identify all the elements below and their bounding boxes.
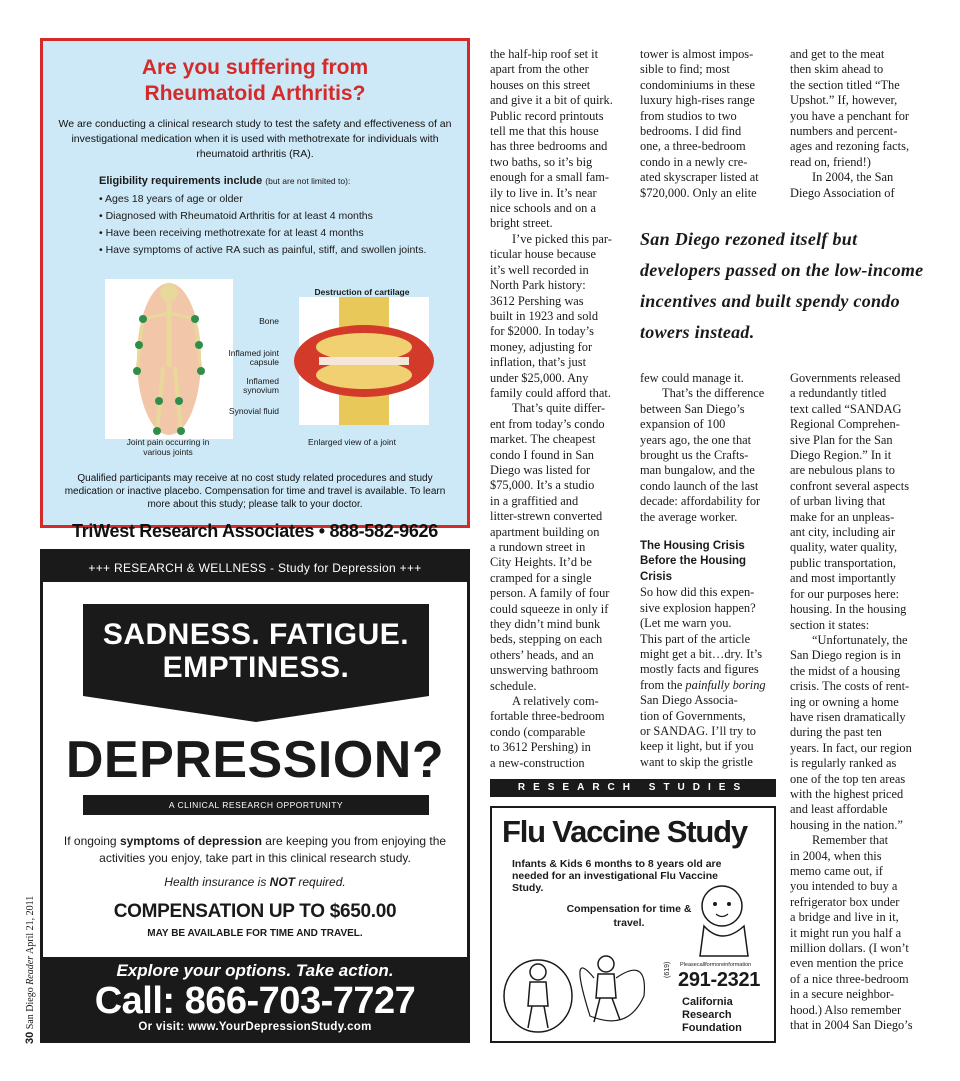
eligibility-item: • Have symptoms of active RA such as painful, stiff, and swollen joints. xyxy=(99,242,455,259)
article-line: nice schools and on a xyxy=(490,201,596,216)
article-line: a rundown street in xyxy=(490,540,586,554)
article-line: A relatively com- xyxy=(512,694,599,709)
article-line: one, a three-bedroom xyxy=(640,139,746,154)
article-line: of a nice three-bedroom xyxy=(790,971,909,986)
article-line: $720,000. Only an elite xyxy=(640,185,757,200)
article-line: hood.) Also remember xyxy=(790,1002,902,1017)
article-line: Upshot.” If, however, xyxy=(790,93,898,108)
article-line: memo came out, if xyxy=(790,864,883,878)
article-line: sive explosion happen? xyxy=(640,600,756,615)
article-line: and give it a bit of quirk. xyxy=(490,93,613,108)
article-line: for $2000. In today’s xyxy=(490,324,594,339)
article-line: housing in the nation.” xyxy=(790,817,903,832)
dep-top-bar: +++ RESEARCH & WELLNESS - Study for Depression +++ xyxy=(43,552,467,582)
article-line: condo (comparable xyxy=(490,724,586,739)
article-line: fortable three-bedroom xyxy=(490,709,605,724)
label-joint-capsule: Inflamed joint capsule xyxy=(228,348,279,367)
article-line: between San Diego’s xyxy=(640,401,745,416)
article-line: mostly facts and figures xyxy=(640,662,759,677)
article-line: has three bedrooms and xyxy=(490,139,608,154)
article-line: Diego Association of xyxy=(790,185,895,200)
article-line: apart from the other xyxy=(490,62,589,77)
article-line: houses on this street xyxy=(490,77,591,92)
article-line: in a graffitied and xyxy=(490,493,579,508)
ra-footer-text: Qualified participants may receive at no cost study related procedures and study medication or inactive placebo. Compensation for time and travel is available. To learn more about this study; please talk to your doctor. xyxy=(64,473,446,510)
article-line: cramped for a single xyxy=(490,570,592,585)
joint-caption: Enlarged view of a joint xyxy=(308,437,396,447)
pull-quote: San Diego rezoned itself but developers passed on the low-income incentives and built spendy condo towers instead. xyxy=(640,229,924,342)
article-column-2-bottom: few could manage it. That’s the difference between San Diego’s expansion of 100 years ago, the one that brought us the Crafts- man bungalow, and the condo launch of the last decade: affordability for the average worker. The Housing Crisis Before the Housing Crisis So how did this expen- sive explosion happen? (Let me warn you. This part of the article might get a bit…dry. It’s mostly facts and figures from the painfully boring San Diego Associa- tion of Governments, or SANDAG. I’ll try to keep it light, but if you want to skip the gristle xyxy=(640,371,780,770)
article-line: ticular house because xyxy=(490,247,596,262)
article-line: sible to find; most xyxy=(640,62,730,77)
article-line: years. In fact, our region xyxy=(790,740,912,755)
flu-area-code: (619) xyxy=(664,961,671,978)
dep-banner-arrow xyxy=(83,696,429,722)
label-synovium: Inflamed synovium xyxy=(243,376,279,395)
article-line: million dollars. (I won’t xyxy=(790,941,909,956)
article-line: it’s well recorded in xyxy=(490,262,589,277)
article-line: they didn’t mind bunk xyxy=(490,617,601,632)
subhead: The Housing Crisis xyxy=(640,540,745,553)
dep-banner-text: SADNESS. FATIGUE. EMPTINESS. xyxy=(102,618,410,684)
article-line: under $25,000. Any xyxy=(490,370,589,385)
article-line: inflation, that’s just xyxy=(490,355,587,370)
dep-compensation: COMPENSATION UP TO $650.00 xyxy=(113,901,397,922)
article-line: ant city, including air xyxy=(790,525,896,540)
article-line: with the highest priced xyxy=(790,786,904,801)
flu-subtitle: Infants & Kids 6 months to 8 years old are needed for an investigational Flu Vaccine Study. xyxy=(512,858,722,894)
article-line: and most importantly xyxy=(790,571,896,586)
dep-body-text: If ongoing symptoms of depression are keeping you from enjoying the activities you enjoy, take part in this clinical research study. xyxy=(63,834,447,865)
article-line: crisis. The costs of rent- xyxy=(790,679,910,694)
skeleton-caption: Joint pain occurring in various joints xyxy=(126,437,210,457)
article-line: and least affordable xyxy=(790,802,888,817)
article-line: That’s the difference xyxy=(662,386,765,401)
ra-title: Are you suffering from Rheumatoid Arthritis? xyxy=(141,56,369,105)
ra-bullet: • xyxy=(318,521,325,541)
article-line: confront several aspects xyxy=(790,478,910,493)
article-line: might get a bit…dry. It’s xyxy=(640,646,763,661)
article-line: brought us the Crafts- xyxy=(640,448,749,463)
page-footer: 30 San Diego Reader April 21, 2011 xyxy=(24,895,36,1044)
article-line: North Park history: xyxy=(490,278,586,293)
label-synovial-fluid: Synovial fluid xyxy=(228,406,279,416)
dep-visit: Or visit: www.YourDepressionStudy.com xyxy=(138,1021,372,1033)
article-line: schedule. xyxy=(490,678,537,693)
article-line: Remember that xyxy=(812,833,889,848)
article-line: market. The cheapest xyxy=(490,432,596,447)
ra-figure xyxy=(55,267,455,467)
article-line: luxury high-rises range xyxy=(640,93,755,108)
article-line: ent from today’s condo xyxy=(490,416,605,431)
article-line: San Diego Associa- xyxy=(640,693,738,708)
article-line: then skim ahead to xyxy=(790,62,884,77)
article-column-2-top xyxy=(640,47,780,201)
page-number: 30 xyxy=(24,1031,36,1044)
article-line: bedrooms. I did find xyxy=(640,124,742,139)
article-line: 3612 Pershing was xyxy=(490,293,584,308)
article-line: In 2004, the San xyxy=(812,170,894,185)
article-column-1 xyxy=(490,47,630,771)
flu-compensation: Compensation for time & travel. xyxy=(566,903,692,929)
article-line: ated skyscraper listed at xyxy=(640,170,759,185)
article-line: even mention the price xyxy=(790,956,904,971)
article-line: text called “SANDAG xyxy=(790,401,902,416)
article-line: and get to the meat xyxy=(790,47,885,61)
article-line: of urban living that xyxy=(790,494,886,509)
article-line: Diego Region.” In it xyxy=(790,448,892,463)
flu-vaccine-ad xyxy=(490,806,776,1043)
article-line: section it states: xyxy=(790,617,870,632)
article-line: family could afford that. xyxy=(490,385,611,400)
joint-illustration xyxy=(279,297,439,425)
article-line: numbers and percent- xyxy=(790,124,898,139)
joint-figure-title: Destruction of cartilage xyxy=(314,287,410,297)
article-line: that in 2004 San Diego’s xyxy=(790,1018,913,1033)
article-line: condo I found in San xyxy=(490,447,594,462)
article-line: in 2004, when this xyxy=(790,848,882,863)
article-line: Regional Comprehen- xyxy=(790,417,900,432)
article-line: two baths, so it’s big xyxy=(490,154,593,169)
article-line: one of the top ten areas xyxy=(790,771,906,786)
article-line: others’ heads, and an xyxy=(490,647,594,662)
article-line: a bridge and live in it, xyxy=(790,910,899,925)
article-line: money, adjusting for xyxy=(490,339,593,354)
article-line: enough for a small fam- xyxy=(490,170,610,185)
article-line: I’ve picked this par- xyxy=(512,231,612,246)
article-line: Governments released xyxy=(790,371,901,385)
baby-illustration xyxy=(686,876,766,966)
dep-explore: Explore your options. Take action. xyxy=(116,961,394,980)
ra-intro: We are conducting a clinical research study to test the safety and effectiveness of an investigational medication when it is used with methotrexate for individuals with rheumatoid arthritis (RA). xyxy=(58,118,452,160)
article-line: public transportation, xyxy=(790,555,896,570)
flu-phone: 291-2321 xyxy=(678,969,761,991)
jump-rope-kids-illustration xyxy=(498,936,658,1036)
article-line: the section titled “The xyxy=(790,77,900,92)
article-line: few could manage it. xyxy=(640,371,744,385)
article-line: read on, friend!) xyxy=(790,154,871,169)
ra-eligibility xyxy=(55,175,455,259)
article-line: condo launch of the last xyxy=(640,478,759,493)
article-line: the half-hip roof set it xyxy=(490,47,599,61)
article-line: expansion of 100 xyxy=(640,417,726,432)
article-line: quality, water quality, xyxy=(790,540,898,555)
article-line: person. A family of four xyxy=(490,586,610,601)
article-line: refrigerator box under xyxy=(790,894,900,909)
article-line: years ago, the one that xyxy=(640,432,752,447)
article-line: Diego was listed for xyxy=(490,462,591,477)
article-line: from studios to two xyxy=(640,108,737,123)
eligibility-item: • Diagnosed with Rheumatoid Arthritis for at least 4 months xyxy=(99,208,455,225)
label-bone: Bone xyxy=(259,316,279,326)
article-line: built in 1923 and sold xyxy=(490,308,599,323)
article-column-3-top xyxy=(790,47,930,201)
article-line: for our purposes here: xyxy=(790,586,900,601)
article-line: man bungalow, and the xyxy=(640,463,755,478)
article-column-3-bottom xyxy=(790,371,930,1033)
dep-question: DEPRESSION? xyxy=(65,731,445,789)
article-line: is regularly ranked as xyxy=(790,756,897,771)
research-studies-header: RESEARCH STUDIES xyxy=(490,779,776,797)
article-line: tion of Governments, xyxy=(640,708,746,723)
article-line: bright street. xyxy=(490,216,553,231)
dep-call: Call: 866-703-7727 xyxy=(94,980,416,1022)
article-line: you have a penchant for xyxy=(790,108,910,123)
article-line: ing or owning a home xyxy=(790,694,899,709)
eligibility-item: • Ages 18 years of age or older xyxy=(99,191,455,208)
dep-bottom-bar xyxy=(43,957,467,1040)
article-line: litter-strewn converted xyxy=(490,509,603,524)
flu-info: Pleasecallformoreinformation xyxy=(680,962,752,968)
article-line: ages and rezoning facts, xyxy=(790,139,910,154)
article-line: keep it light, but if you xyxy=(640,739,754,754)
article-line: tower is almost impos- xyxy=(640,47,754,61)
article-line: So how did this expen- xyxy=(640,585,755,600)
article-line: in a secure neighbor- xyxy=(790,987,894,1002)
article-line: sive Plan for the San xyxy=(790,432,893,447)
article-line: make for an unpleas- xyxy=(790,509,895,524)
article-line: it might run you half a xyxy=(790,925,902,940)
article-line: housing. In the housing xyxy=(790,602,907,617)
ra-contact xyxy=(55,521,455,542)
ra-phone: 888-582-9626 xyxy=(329,521,438,541)
article-line: or SANDAG. I’ll try to xyxy=(640,723,756,738)
article-line: want to skip the gristle xyxy=(640,754,753,769)
article-line: a new-construction xyxy=(490,755,585,770)
dep-research-bar: A CLINICAL RESEARCH OPPORTUNITY xyxy=(83,795,429,815)
article-line: condo in a newly cre- xyxy=(640,154,748,169)
flu-title: Flu Vaccine Study xyxy=(502,814,747,849)
skeleton-illustration xyxy=(105,279,233,439)
article-line: “Unfortunately, the xyxy=(812,632,908,647)
eligibility-item: • Have been receiving methotrexate for at least 4 months xyxy=(99,225,455,242)
article-line: could squeeze in only if xyxy=(490,601,609,616)
rheumatoid-arthritis-ad xyxy=(40,38,470,541)
ra-company: TriWest Research Associates xyxy=(72,521,315,541)
article-line: This part of the article xyxy=(640,631,751,646)
article-line: (Let me warn you. xyxy=(640,616,732,631)
dep-insurance: Health insurance is NOT required. xyxy=(164,875,346,889)
article-line: have risen dramatically xyxy=(790,709,906,724)
article-line: the average worker. xyxy=(640,509,738,524)
article-line: unswerving bathroom xyxy=(490,663,599,678)
article-line: Public record printouts xyxy=(490,108,604,123)
article-line: tell me that this house xyxy=(490,124,599,139)
ra-eligibility-list xyxy=(99,191,455,259)
article-line: San Diego region is in xyxy=(790,648,901,663)
article-line: you intended to buy a xyxy=(790,879,898,894)
article-line: condominiums in these xyxy=(640,77,755,92)
dep-compensation-sub: MAY BE AVAILABLE FOR TIME AND TRAVEL. xyxy=(147,928,363,939)
article-line: during the past ten xyxy=(790,725,882,740)
article-line: to 3612 Pershing) in xyxy=(490,740,591,755)
article-line: beds, stepping on each xyxy=(490,632,603,647)
article-line: the midst of a housing xyxy=(790,663,901,678)
article-line: a redundantly titled xyxy=(790,386,887,401)
article-line: City Heights. It’d be xyxy=(490,555,592,570)
depression-study-ad xyxy=(40,549,470,1043)
article-line: apartment building on xyxy=(490,524,600,539)
article-line: ily to live in. It’s near xyxy=(490,185,597,200)
article-line: That’s quite differ- xyxy=(512,401,606,416)
ra-eligibility-heading: Eligibility requirements include (but are not limited to): xyxy=(99,175,351,187)
article-line: decade: affordability for xyxy=(640,494,761,509)
flu-organization: California Research Foundation xyxy=(682,996,742,1034)
article-line: $75,000. It’s a studio xyxy=(490,478,595,493)
article-line: are nebulous plans to xyxy=(790,463,895,478)
